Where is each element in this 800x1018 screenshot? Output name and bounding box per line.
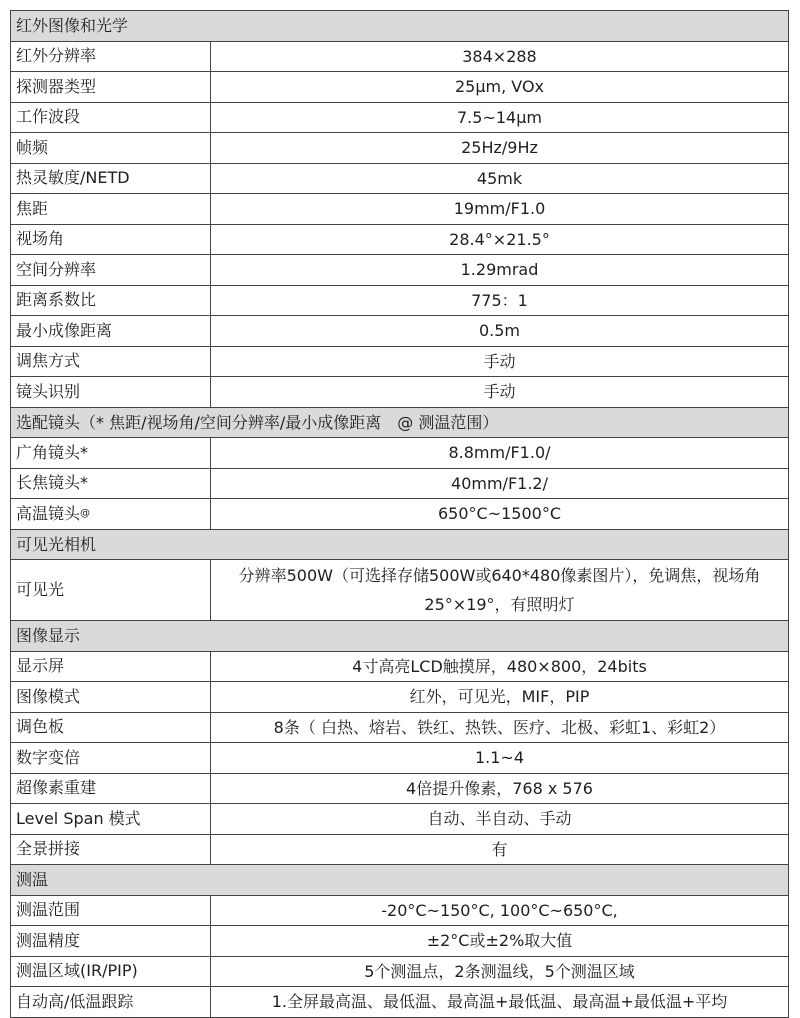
section-header-ir-imaging bbox=[11, 11, 789, 42]
table-row bbox=[11, 682, 789, 713]
section-title: 测温 bbox=[16, 870, 49, 889]
row-value: 384×288 bbox=[462, 46, 537, 66]
row-value: 自动、半自动、手动 bbox=[427, 809, 572, 828]
table-row bbox=[11, 957, 789, 988]
row-value: 19mm/F1.0 bbox=[453, 199, 546, 218]
table-row bbox=[11, 377, 789, 408]
table-row bbox=[11, 42, 789, 73]
section-header-temperature bbox=[11, 865, 789, 896]
table-row bbox=[11, 774, 789, 805]
row-value: 25μm, VOx bbox=[454, 77, 545, 96]
row-value: 7.5~14μm bbox=[457, 107, 542, 127]
row-value: 分辨率500W（可选择存储500W或640*480像素图片），免调焦，视场角25°×19°，有照明灯 bbox=[238, 566, 761, 614]
row-label: 最小成像距离 bbox=[11, 316, 211, 346]
row-value: 775：1 bbox=[471, 290, 528, 310]
row-value: 有 bbox=[491, 839, 508, 859]
row-label: 显示屏 bbox=[11, 652, 211, 682]
row-value: 650°C~1500°C bbox=[437, 504, 561, 523]
row-label: 距离系数比 bbox=[11, 286, 211, 316]
row-label: 测温区域(IR/PIP) bbox=[11, 957, 211, 987]
spec-table bbox=[10, 10, 789, 1018]
row-value: 手动 bbox=[483, 351, 516, 371]
row-label: 帧频 bbox=[11, 133, 211, 163]
section-title: 图像显示 bbox=[16, 626, 81, 645]
table-row bbox=[11, 255, 789, 286]
row-value: 1.29mrad bbox=[460, 260, 539, 279]
row-label: 长焦镜头* bbox=[11, 469, 211, 499]
row-label: 测温范围 bbox=[11, 896, 211, 926]
row-label: 工作波段 bbox=[11, 103, 211, 133]
table-row bbox=[11, 835, 789, 866]
row-value: 1.1~4 bbox=[474, 748, 525, 767]
table-row bbox=[11, 896, 789, 927]
row-label: 红外分辨率 bbox=[11, 42, 211, 72]
table-row bbox=[11, 560, 789, 621]
section-header-optional-lenses bbox=[11, 408, 789, 439]
row-label: Level Span 模式 bbox=[11, 804, 211, 834]
row-label: 自动高/低温跟踪 bbox=[11, 987, 211, 1017]
table-row bbox=[11, 103, 789, 134]
table-row bbox=[11, 194, 789, 225]
row-label: 空间分辨率 bbox=[11, 255, 211, 285]
row-value: -20°C~150°C, 100°C~650°C, bbox=[381, 900, 618, 920]
table-row bbox=[11, 499, 789, 530]
row-value: ±2°C或±2%取大值 bbox=[426, 931, 573, 950]
row-value: 红外，可见光，MIF，PIP bbox=[409, 687, 590, 706]
table-row bbox=[11, 438, 789, 469]
row-label: 超像素重建 bbox=[11, 774, 211, 804]
table-row bbox=[11, 743, 789, 774]
row-label: 焦距 bbox=[11, 194, 211, 224]
section-title: 可见光相机 bbox=[16, 534, 97, 554]
row-label: 镜头识别 bbox=[11, 377, 211, 407]
row-value: 40mm/F1.2/ bbox=[451, 473, 548, 493]
table-row bbox=[11, 804, 789, 835]
row-label: 高温镜头 bbox=[16, 503, 81, 523]
row-label: 全景拼接 bbox=[11, 835, 211, 865]
row-value: 5个测温点，2条测温线，5个测温区域 bbox=[364, 961, 635, 981]
row-label: 调色板 bbox=[11, 713, 211, 743]
table-row bbox=[11, 225, 789, 256]
section-title: 选配镜头（* 焦距/视场角/空间分辨率/最小成像距离 @ 测温范围） bbox=[16, 412, 499, 432]
row-label: 视场角 bbox=[11, 225, 211, 255]
table-row bbox=[11, 133, 789, 164]
table-row bbox=[11, 987, 789, 1018]
row-value: 手动 bbox=[483, 382, 516, 401]
row-label: 测温精度 bbox=[11, 926, 211, 956]
row-label: 热灵敏度/NETD bbox=[11, 164, 211, 194]
row-value: 8条（ 白热、熔岩、铁红、热铁、医疗、北极、彩虹1、彩虹2） bbox=[273, 717, 726, 737]
section-title: 红外图像和光学 bbox=[16, 16, 129, 35]
row-value: 4寸高亮LCD触摸屏，480×800，24bits bbox=[352, 656, 647, 676]
row-value: 0.5m bbox=[478, 321, 521, 340]
row-label: 数字变倍 bbox=[11, 743, 211, 773]
row-label-container: 高温镜头 @ bbox=[11, 499, 211, 529]
table-row bbox=[11, 286, 789, 317]
row-value: 8.8mm/F1.0/ bbox=[448, 443, 551, 462]
row-value: 28.4°×21.5° bbox=[449, 229, 550, 249]
row-label: 探测器类型 bbox=[11, 72, 211, 102]
row-label: 调焦方式 bbox=[11, 347, 211, 377]
section-header-image-display bbox=[11, 621, 789, 652]
table-row bbox=[11, 652, 789, 683]
row-label: 可见光 bbox=[11, 560, 211, 620]
table-row bbox=[11, 713, 789, 744]
table-row bbox=[11, 347, 789, 378]
table-row bbox=[11, 72, 789, 103]
section-header-visible-camera bbox=[11, 530, 789, 561]
table-row bbox=[11, 316, 789, 347]
table-row bbox=[11, 164, 789, 195]
row-label: 图像模式 bbox=[11, 682, 211, 712]
row-value: 45mk bbox=[476, 168, 523, 188]
table-row bbox=[11, 469, 789, 500]
row-value: 4倍提升像素，768 x 576 bbox=[406, 778, 593, 798]
row-label: 广角镜头* bbox=[11, 438, 211, 468]
row-value: 25Hz/9Hz bbox=[461, 138, 538, 157]
row-value: 1.全屏最高温、最低温、最高温+最低温、最高温+最低温+平均 bbox=[271, 992, 728, 1011]
table-row bbox=[11, 926, 789, 957]
